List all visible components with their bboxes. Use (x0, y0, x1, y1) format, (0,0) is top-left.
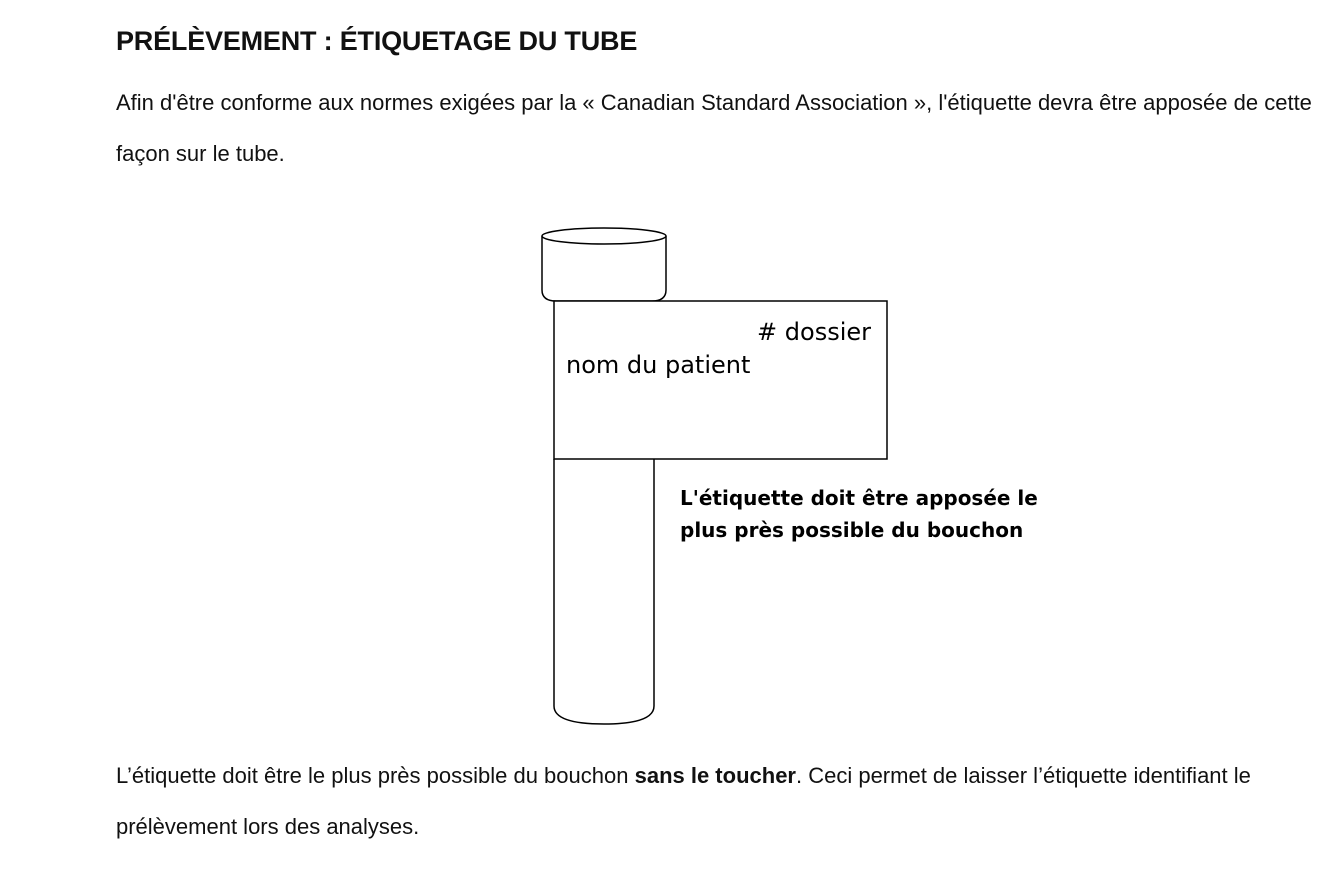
outro-emphasis: sans le toucher (634, 763, 796, 788)
intro-paragraph: Afin d'être conforme aux normes exigées par la « Canadian Standard Association », l'étiquette devra être apposée de cette façon sur le tube. (116, 90, 1312, 166)
diagram-note-line-1: L'étiquette doit être apposée le (680, 486, 1038, 510)
outro-text-start: L’étiquette doit être le plus près possible du bouchon (116, 763, 635, 788)
outro-text-end: . Ceci permet de laisser l’étiquette identifiant le prélèvement lors des analyses. (116, 763, 1251, 839)
page-title: PRÉLÈVEMENT : ÉTIQUETAGE DU TUBE (116, 26, 638, 56)
tube-cap (542, 228, 666, 301)
label-patient-name: nom du patient (566, 351, 751, 379)
label-folder-number: # dossier (757, 318, 871, 346)
outro-paragraph (116, 750, 1316, 852)
tube-body (554, 459, 654, 724)
diagram-note-line-2: plus près possible du bouchon (680, 518, 1024, 542)
